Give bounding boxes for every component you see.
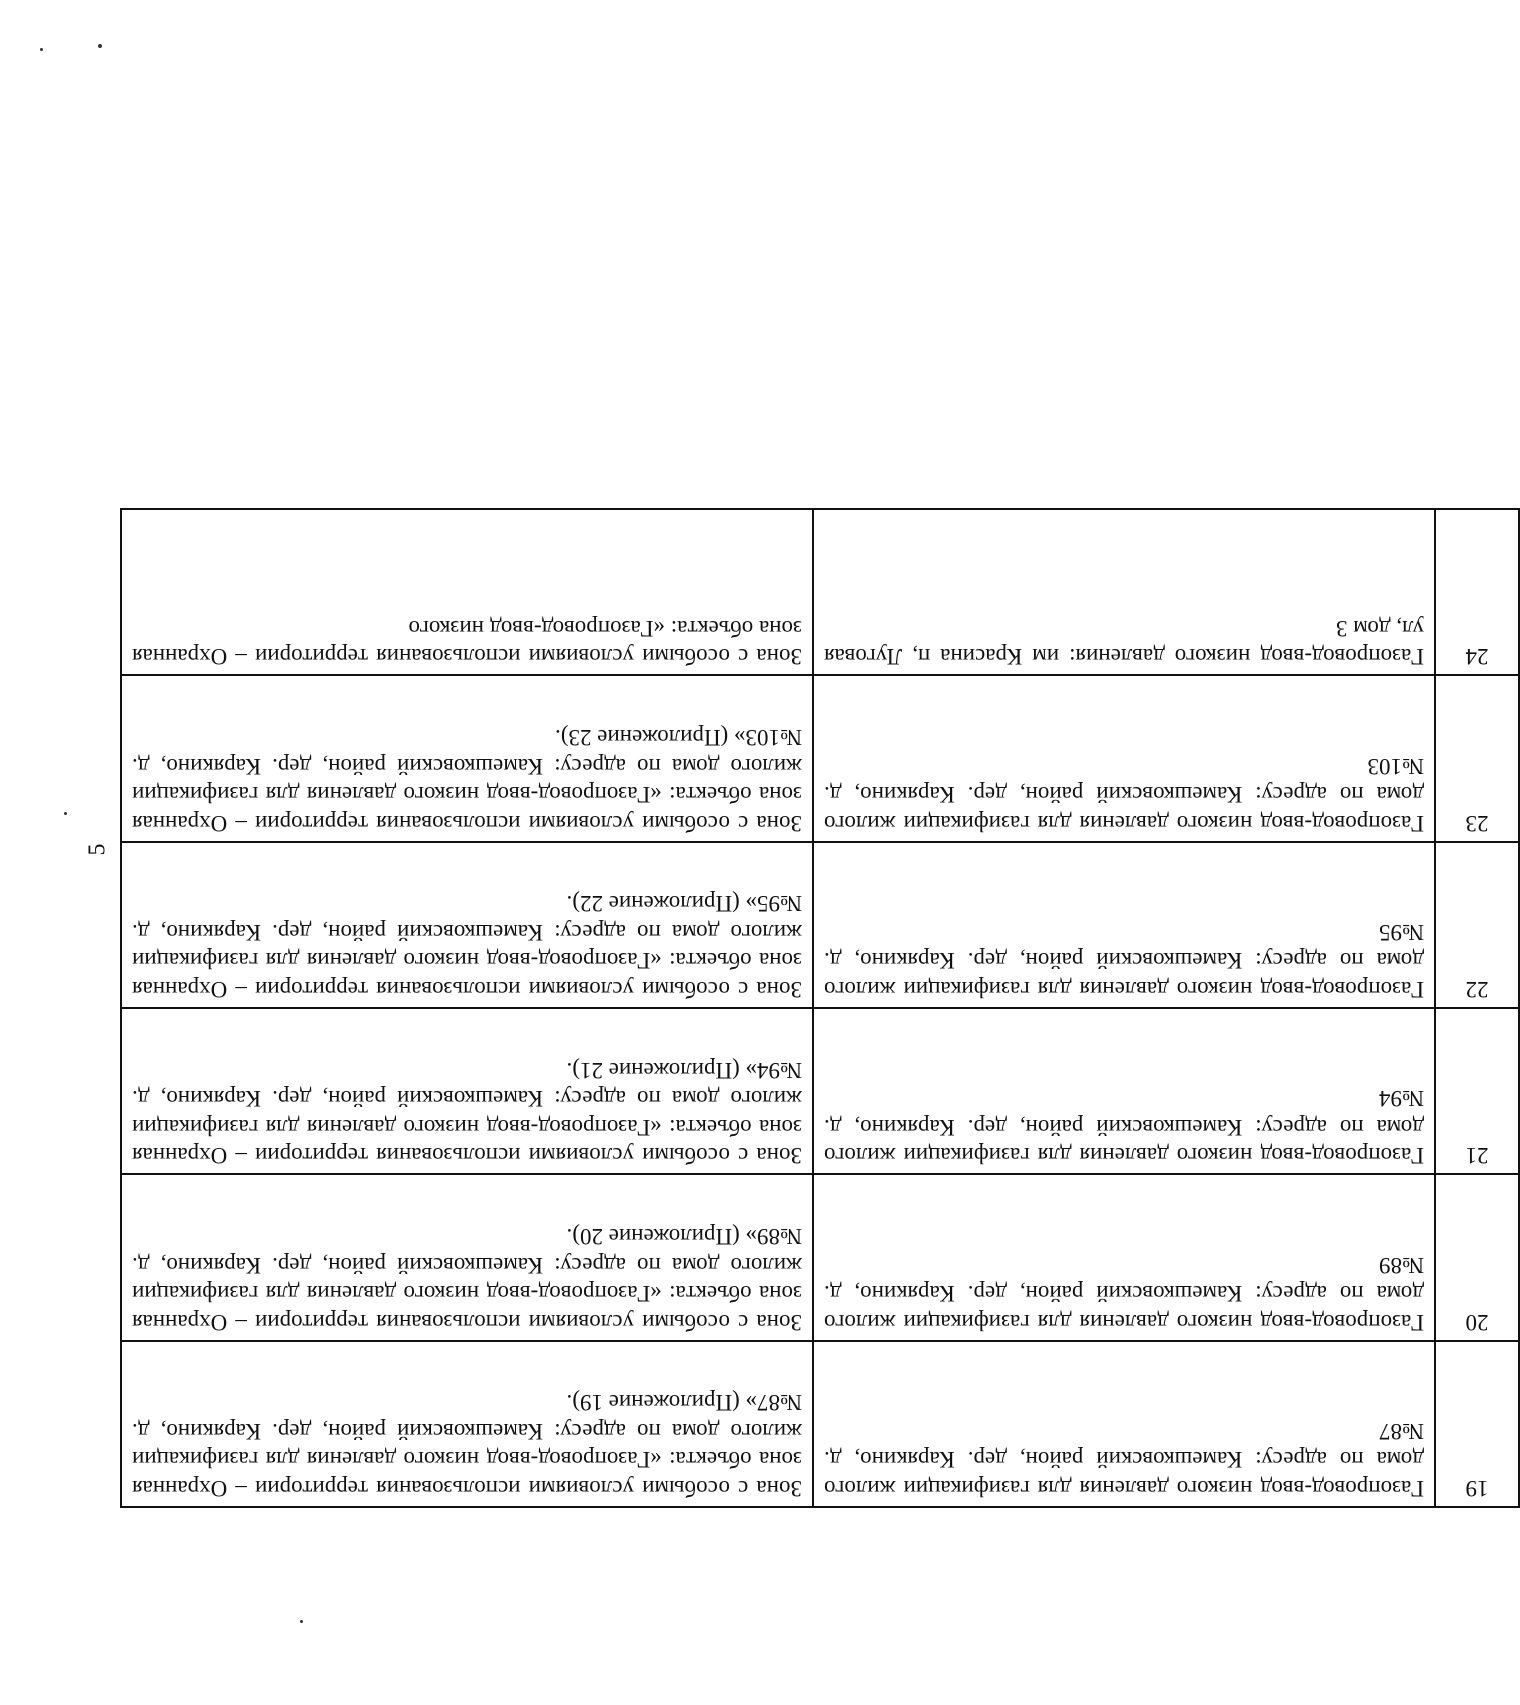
- zone-description: Зона с особыми условиями использования территории – Охранная зона объекта: «Газопровод-ввод низкого давления для газификации жилого дома по адресу: Камешковский район, дер. Карякино, д. №103» (Приложение 23).: [121, 675, 813, 841]
- object-description: Газопровод-ввод низкого давления для газификации жилого дома по адресу: Камешковский район, дер. Карякино, д. №95: [813, 842, 1435, 1008]
- object-description: Газопровод-ввод низкого давления для газификации жилого дома по адресу: Камешковский район, дер. Карякино, д. №94: [813, 1008, 1435, 1174]
- row-number: 19: [1435, 1341, 1519, 1507]
- zone-description: Зона с особыми условиями использования территории – Охранная зона объекта: «Газопровод-ввод низкого давления для газификации жилого дома по адресу: Камешковский район, дер. Карякино, д. №95» (Приложение 22).: [121, 842, 813, 1008]
- table-row: [121, 1341, 1519, 1507]
- scan-speck: [98, 44, 102, 48]
- row-number: 22: [1435, 842, 1519, 1008]
- object-description: Газопровод-ввод низкого давления: им Красина п, Луговая ул, дом 3: [813, 509, 1435, 675]
- table-row: [121, 675, 1519, 841]
- row-number: 21: [1435, 1008, 1519, 1174]
- zone-description: Зона с особыми условиями использования территории – Охранная зона объекта: «Газопровод-ввод низкого давления для газификации жилого дома по адресу: Камешковский район, дер. Карякино, д. №94» (Приложение 21).: [121, 1008, 813, 1174]
- object-description: Газопровод-ввод низкого давления для газификации жилого дома по адресу: Камешковский район, дер. Карякино, д. №103: [813, 675, 1435, 841]
- zone-description: Зона с особыми условиями использования территории – Охранная зона объекта: «Газопровод-ввод низкого: [121, 509, 813, 675]
- registry-table: [120, 508, 1520, 1508]
- row-number: 23: [1435, 675, 1519, 841]
- zone-description: Зона с особыми условиями использования территории – Охранная зона объекта: «Газопровод-ввод низкого давления для газификации жилого дома по адресу: Камешковский район, дер. Карякино, д. №87» (Приложение 19).: [121, 1341, 813, 1507]
- page-number: 5: [84, 843, 111, 856]
- row-number: 24: [1435, 509, 1519, 675]
- object-description: Газопровод-ввод низкого давления для газификации жилого дома по адресу: Камешковский район, дер. Карякино, д. №87: [813, 1341, 1435, 1507]
- scan-speck: [300, 1620, 303, 1623]
- registry-table-view: [120, 508, 1520, 1508]
- zone-description: Зона с особыми условиями использования территории – Охранная зона объекта: «Газопровод-ввод низкого давления для газификации жилого дома по адресу: Камешковский район, дер. Карякино, д. №89» (Приложение 20).: [121, 1174, 813, 1340]
- object-description: Газопровод-ввод низкого давления для газификации жилого дома по адресу: Камешковский район, дер. Карякино, д. №89: [813, 1174, 1435, 1340]
- scan-speck: [40, 48, 43, 51]
- table-row: [121, 1008, 1519, 1174]
- row-number: 20: [1435, 1174, 1519, 1340]
- table-row: [121, 842, 1519, 1008]
- table-row: [121, 509, 1519, 675]
- table-row: [121, 1174, 1519, 1340]
- rotated-page: [120, 508, 1520, 1508]
- scan-speck: [64, 812, 67, 815]
